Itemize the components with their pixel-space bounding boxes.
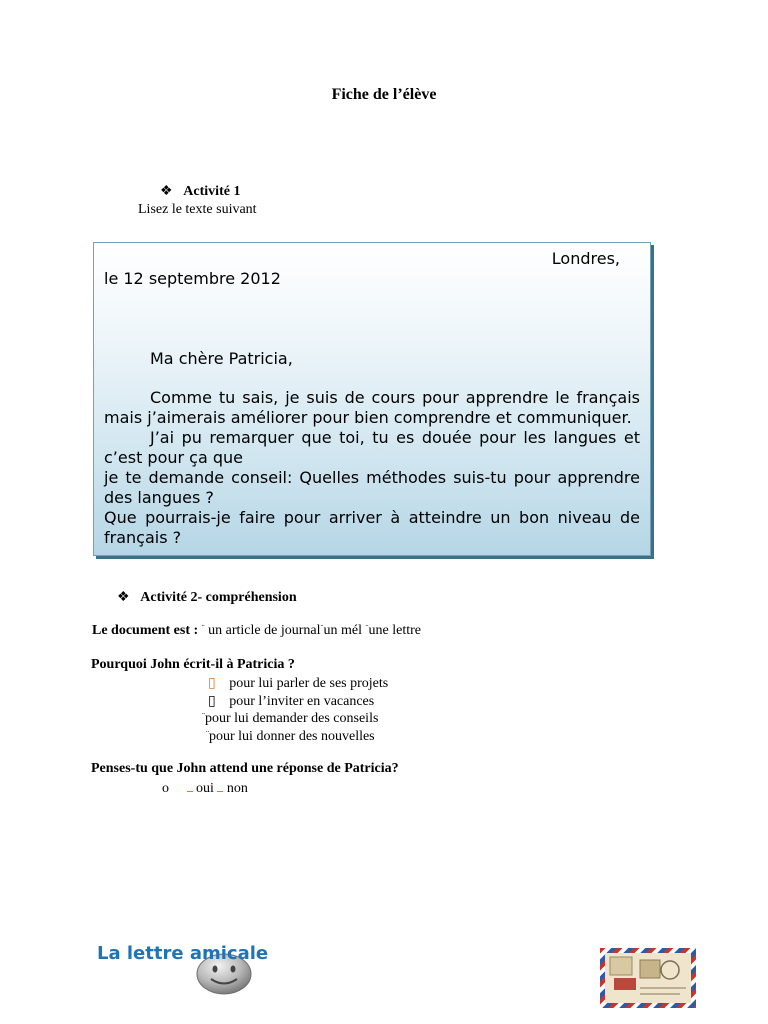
- letter-paragraph-2: J’ai pu remarquer que toi, tu es douée pour les langues et c’est pour ça que: [104, 428, 640, 467]
- question-1-option: une lettre: [368, 623, 421, 638]
- checkbox-icon[interactable]: ¨: [202, 711, 205, 721]
- question-2-label: Pourquoi John écrit-il à Patricia ?: [91, 657, 295, 672]
- checkbox-icon[interactable]: ▯: [208, 676, 216, 691]
- question-3-label: Penses-tu que John attend une réponse de Patricia?: [91, 761, 399, 776]
- activity2-heading: [117, 589, 297, 606]
- letter-paragraph-4: Que pourrais-je faire pour arriver à atteindre un bon niveau de français ?: [104, 508, 640, 547]
- letter-greeting: Ma chère Patricia,: [150, 349, 293, 368]
- page-title: Fiche de l’élève: [331, 86, 437, 103]
- question-2-option: pour lui demander des conseils: [205, 711, 379, 726]
- question-3-options: [162, 779, 248, 797]
- question-3-option-no: non: [226, 781, 248, 796]
- diamond-bullet-icon: ❖: [160, 184, 173, 199]
- letter-body: [104, 249, 640, 548]
- letter-paragraph-3: je te demande conseil: Quelles méthodes suis-tu pour apprendre des langues ?: [104, 468, 640, 507]
- letter-date: le 12 septembre 2012: [104, 269, 281, 288]
- checkbox-icon[interactable]: ¨: [365, 623, 369, 633]
- letter-place: Londres,: [551, 249, 620, 268]
- question-2-option-row: [208, 693, 374, 710]
- question-1-option: un article de journal: [208, 623, 321, 638]
- checkbox-icon[interactable]: [187, 779, 193, 792]
- checkbox-icon[interactable]: ▯: [208, 694, 216, 709]
- letter-textbox: [93, 242, 651, 556]
- diamond-bullet-icon: ❖: [117, 590, 130, 605]
- question-1-label: Le document est :: [92, 623, 199, 638]
- activity1-heading: [160, 183, 240, 200]
- airmail-envelope-icon: [600, 948, 696, 1013]
- letter-paragraph-1: Comme tu sais, je suis de cours pour apprendre le français mais j’aimerais améliorer pour bien comprendre et communiquer.: [104, 388, 640, 427]
- question-2-option-row: [206, 729, 375, 745]
- question-2-option-row: [208, 675, 388, 692]
- question-1: [92, 623, 421, 639]
- checkbox-icon[interactable]: ¨: [206, 729, 209, 739]
- circle-bullet-icon: o: [162, 781, 169, 796]
- question-2-option: pour lui donner des nouvelles: [209, 729, 375, 744]
- activity2-label: Activité 2- compréhension: [140, 590, 297, 605]
- question-3-option-yes: oui: [196, 781, 214, 796]
- question-2-option-row: [202, 711, 378, 727]
- checkbox-icon[interactable]: ¨: [320, 623, 324, 633]
- question-2-option: pour l’inviter en vacances: [229, 694, 375, 709]
- checkbox-icon[interactable]: ¨: [201, 623, 205, 633]
- checkbox-icon[interactable]: [217, 779, 223, 792]
- activity1-label: Activité 1: [183, 184, 241, 199]
- footer-title: La lettre amicale: [97, 943, 269, 964]
- question-1-option: un mél: [323, 623, 362, 638]
- activity1-instruction: Lisez le texte suivant: [138, 202, 257, 217]
- question-2-option: pour lui parler de ses projets: [229, 676, 389, 691]
